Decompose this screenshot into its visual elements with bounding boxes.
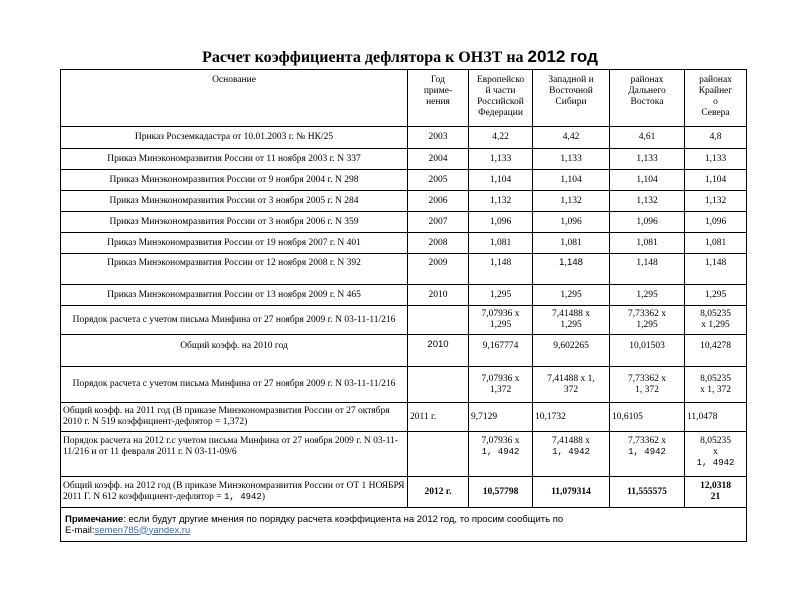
calc-value: 8,05235 x 1,295 [685,306,747,335]
row-value: 1,148 [685,254,747,285]
calc-2010-row [61,306,747,335]
total-value: 9,167774 [469,335,533,367]
calc-2011-year [408,367,469,403]
calc-value: 7,41488 x 1, 372 [533,367,610,403]
table-row [61,127,747,149]
row-value: 1,133 [685,149,747,170]
row-value: 1,081 [610,233,685,254]
row-value: 1,148 [610,254,685,285]
total-value: 9,7129 [469,403,533,432]
row-value: 1,148 [469,254,533,285]
row-value: 1,295 [685,285,747,306]
table-row [61,170,747,191]
row-value: 1,081 [469,233,533,254]
row-basis: Приказ Минэкономразвития России от 9 ноября 2004 г. N 298 [61,170,408,191]
calc-2011-basis: Порядок расчета с учетом письма Минфина от 27 ноября 2009 г. N 03-11-11/216 [61,367,408,403]
row-value: 1,295 [469,285,533,306]
row-value: 4,42 [533,127,610,149]
header-far-north: районах Крайнег о Севера [685,70,747,127]
calc-2010-basis: Порядок расчета с учетом письма Минфина от 27 ноября 2009 г. N 03-11-11/216 [61,306,408,335]
row-value: 1,081 [685,233,747,254]
total-value: 9,602265 [533,335,610,367]
total-2010-row [61,335,747,367]
table-row [61,149,747,170]
row-value: 1,132 [610,191,685,212]
header-siberia: Западной и Восточной Сибири [533,70,610,127]
row-value: 1,104 [685,170,747,191]
row-basis: Приказ Росземкадастра от 10.01.2003 г. № НК/25 [61,127,408,149]
row-value: 4,8 [685,127,747,149]
row-year: 2005 [408,170,469,191]
table-row [61,285,747,306]
row-value: 1,096 [533,212,610,233]
calc-value: 7,41488 x 1,295 [533,306,610,335]
document-title [0,47,800,67]
note-row [61,508,747,542]
calc-2012-basis: Порядок расчета на 2012 г.с учетом письма Минфина от 27 ноября 2009 г. N 03-11-11/216 и от 11 февраля 2011 г. N 03-11-09/6 [61,432,408,477]
row-value: 1,133 [610,149,685,170]
total-value: 10,4278 [685,335,747,367]
calc-value: 7,73362 x 1, 4942 [610,432,685,477]
row-year: 2008 [408,233,469,254]
total-value: 12,0318 21 [685,477,747,508]
title-text: Расчет коэффициента дефлятора к ОНЗТ на [202,49,524,66]
calc-value: 8,05235 x 1, 4942 [685,432,747,477]
row-basis: Приказ Минэкономразвития России от 11 ноября 2003 г. N 337 [61,149,408,170]
note-label: Примечание [65,513,124,525]
row-value: 1,096 [610,212,685,233]
total-value: 10,1732 [533,403,610,432]
row-year: 2007 [408,212,469,233]
row-year: 2006 [408,191,469,212]
header-european: Европейско й части Российской Федерации [469,70,533,127]
total-value: 10,57798 [469,477,533,508]
row-value: 4,22 [469,127,533,149]
row-basis: Приказ Минэкономразвития России от 19 ноября 2007 г. N 401 [61,233,408,254]
total-2011-basis: Общий коэфф. на 2011 год (В приказе Минэкономразвития России от 27 октября 2010 г. N 519 коэффициент-дефлятор = 1,372) [61,403,408,432]
row-value: 1,133 [533,149,610,170]
row-basis: Приказ Минэкономразвития России от 12 ноября 2008 г. N 392 [61,254,408,285]
row-value: 1,104 [533,170,610,191]
row-value: 1,096 [685,212,747,233]
row-year: 2003 [408,127,469,149]
note-cell [61,508,747,542]
total-value: 10,01503 [610,335,685,367]
total-2012-year: 2012 г. [408,477,469,508]
table-row [61,254,747,285]
table-header-row [61,70,747,127]
calc-value: 8,05235 x 1, 372 [685,367,747,403]
row-value: 1,132 [469,191,533,212]
title-year: 2012 год [527,47,598,66]
row-value: 1,295 [610,285,685,306]
row-value: 1,081 [533,233,610,254]
total-value: 10,6105 [610,403,685,432]
total-value: 11,555575 [610,477,685,508]
row-value: 4,61 [610,127,685,149]
total-2011-row [61,403,747,432]
row-year: 2004 [408,149,469,170]
calc-value: 7,41488 x 1, 4942 [533,432,610,477]
table-row [61,191,747,212]
calc-2012-row [61,432,747,477]
row-basis: Приказ Минэкономразвития России от 3 ноября 2006 г. N 359 [61,212,408,233]
total-2010-basis: Общий коэфф. на 2010 год [61,335,408,367]
calc-value: 7,07936 x 1,295 [469,306,533,335]
row-value: 1,132 [533,191,610,212]
header-basis: Основание [61,70,408,127]
total-2012-row [61,477,747,508]
calc-value: 7,73362 x 1,295 [610,306,685,335]
row-value: 1,104 [469,170,533,191]
email-link[interactable]: semen785@yandex.ru [94,524,191,536]
row-year: 2010 [408,285,469,306]
calc-2010-year [408,306,469,335]
row-basis: Приказ Минэкономразвития России от 3 ноября 2005 г. N 284 [61,191,408,212]
total-value: 11,079314 [533,477,610,508]
total-2010-year: 2010 [408,335,469,367]
row-value: 1,132 [685,191,747,212]
calc-2011-row [61,367,747,403]
total-value: 11,0478 [685,403,747,432]
table-row [61,233,747,254]
table-row [61,212,747,233]
row-value: 1,148 [533,254,610,285]
row-value: 1,295 [533,285,610,306]
total-2012-basis: Общий коэфф. на 2012 год (В приказе Минэкономразвития России от ОТ 1 НОЯБРЯ 2011 Г. N 612 коэффициент-дефлятор = 1, 4942) [61,477,408,508]
header-year: Год приме- нения [408,70,469,127]
row-value: 1,096 [469,212,533,233]
row-year: 2009 [408,254,469,285]
row-value: 1,133 [469,149,533,170]
email-label: E-mail: [65,524,95,536]
calc-value: 7,07936 x 1,372 [469,367,533,403]
deflator-table [60,69,747,542]
row-value: 1,104 [610,170,685,191]
header-far-east: районах Дальнего Востока [610,70,685,127]
total-2011-year: 2011 г. [408,403,469,432]
note-text: : если будут другие мнения по порядку расчета коэффициента на 2012 год, то просим сообщить по [123,513,564,525]
calc-value: 7,07936 x 1, 4942 [469,432,533,477]
calc-value: 7,73362 x 1, 372 [610,367,685,403]
row-basis: Приказ Минэкономразвития России от 13 ноября 2009 г. N 465 [61,285,408,306]
calc-2012-year [408,432,469,477]
